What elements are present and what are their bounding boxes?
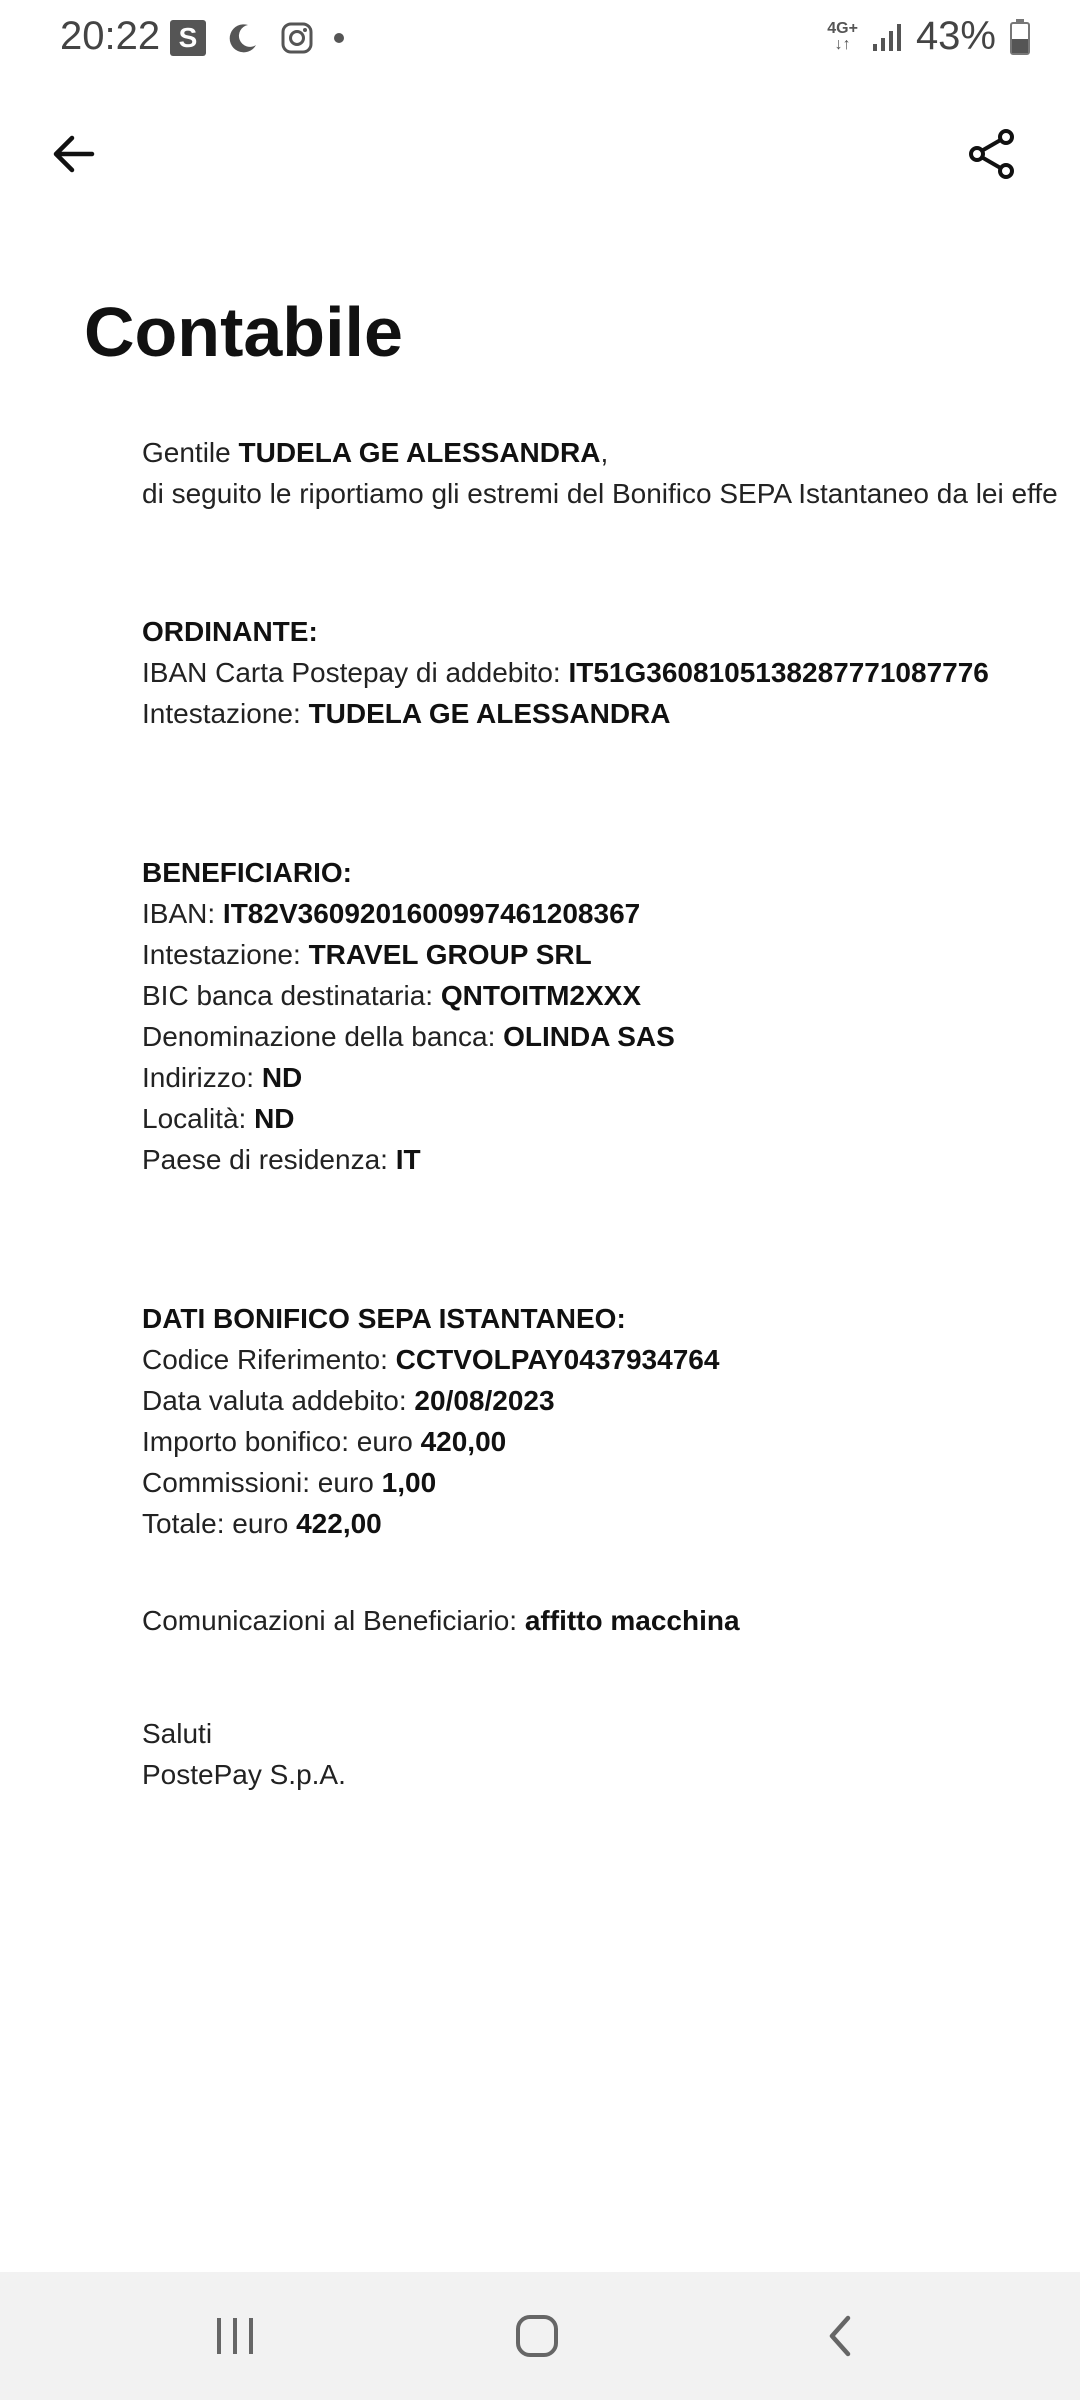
comunicazioni: Comunicazioni al Beneficiario: affitto macchina [142, 1605, 740, 1636]
status-bar [0, 0, 1080, 80]
greeting: Gentile TUDELA GE ALESSANDRA, [142, 437, 609, 468]
battery-icon [1010, 19, 1030, 55]
beneficiario-bic: BIC banca destinataria: QNTOITM2XXX [142, 980, 642, 1011]
beneficiario-heading: BENEFICIARIO: [142, 857, 352, 888]
share-button[interactable] [964, 126, 1020, 182]
status-right-icons [827, 14, 1030, 59]
beneficiario-banca: Denominazione della banca: OLINDA SAS [142, 1021, 675, 1052]
app-bar [0, 110, 1080, 200]
ordinante-iban: IBAN Carta Postepay di addebito: IT51G3608105138287771087776 [142, 657, 989, 688]
dati-importo: Importo bonifico: euro 420,00 [142, 1426, 507, 1457]
dati-totale: Totale: euro 422,00 [142, 1508, 382, 1539]
instagram-icon [280, 21, 314, 55]
ordinante-heading: ORDINANTE: [142, 616, 318, 647]
dati-codice: Codice Riferimento: CCTVOLPAY0437934764 [142, 1344, 720, 1375]
ordinante-intestazione: Intestazione: TUDELA GE ALESSANDRA [142, 698, 671, 729]
recent-apps-icon [213, 2314, 257, 2358]
share-icon [964, 126, 1020, 182]
back-arrow-icon [46, 126, 102, 182]
page-title: Contabile [84, 293, 403, 371]
firma: PostePay S.p.A. [142, 1759, 346, 1790]
back-nav-icon [820, 2312, 860, 2360]
back-button[interactable] [46, 126, 102, 182]
dot-icon [334, 33, 344, 43]
battery-percent: 43% [915, 14, 996, 58]
dati-data-valuta: Data valuta addebito: 20/08/2023 [142, 1385, 555, 1416]
home-icon [513, 2312, 561, 2360]
intro-text: di seguito le riportiamo gli estremi del Bonifico SEPA Istantaneo da lei effe [142, 478, 1058, 509]
status-time: 20:22 [60, 14, 161, 58]
moon-icon [226, 21, 260, 55]
saluti: Saluti [142, 1718, 213, 1749]
network-type: 4G+ ↓↑ [827, 19, 858, 53]
status-left-icons [170, 20, 344, 56]
beneficiario-paese: Paese di residenza: IT [142, 1144, 421, 1175]
beneficiario-indirizzo: Indirizzo: ND [142, 1062, 303, 1093]
back-nav-button[interactable] [760, 2272, 920, 2400]
dati-commissioni: Commissioni: euro 1,00 [142, 1467, 437, 1498]
beneficiario-localita: Località: ND [142, 1103, 295, 1134]
receipt-document [0, 410, 1080, 2260]
beneficiario-intestazione: Intestazione: TRAVEL GROUP SRL [142, 939, 592, 970]
receipt-body [142, 432, 1058, 1795]
s-app-icon: S [170, 20, 206, 56]
signal-icon [872, 22, 902, 52]
dati-heading: DATI BONIFICO SEPA ISTANTANEO: [142, 1303, 626, 1334]
navigation-bar [0, 2272, 1080, 2400]
home-button[interactable] [457, 2272, 617, 2400]
recent-apps-button[interactable] [155, 2272, 315, 2400]
beneficiario-iban: IBAN: IT82V3609201600997461208367 [142, 898, 641, 929]
